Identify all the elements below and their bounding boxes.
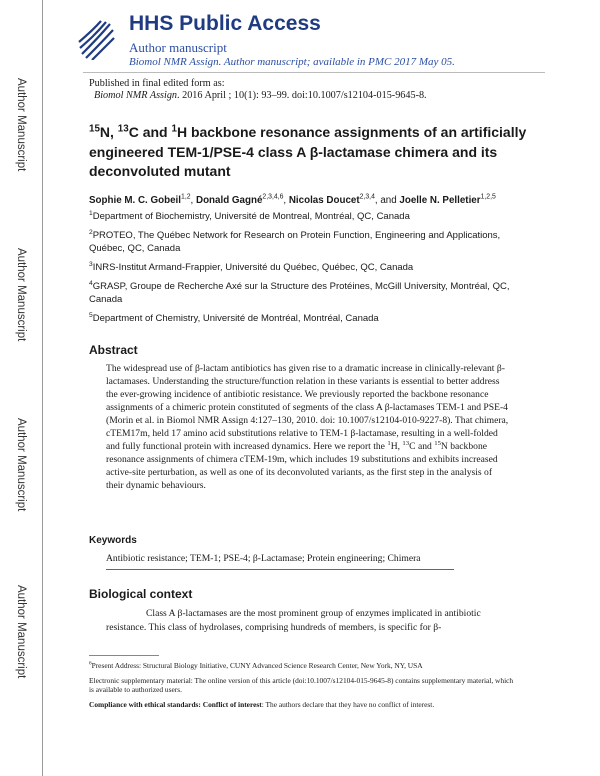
footnote-ethics — [89, 700, 519, 710]
affiliation-item — [89, 210, 529, 223]
affiliation-text: GRASP, Groupe de Recherche Axé sur la Structure des Protéines, McGill University, Montréal, QC, Canada — [89, 281, 510, 305]
affiliation-number: 1 — [89, 209, 93, 217]
footnote-number: 6 — [89, 660, 92, 667]
abstract-heading: Abstract — [89, 343, 138, 357]
affiliation-item — [89, 312, 529, 325]
affiliation-number: 3 — [89, 260, 93, 268]
biological-context-text: Class A β-lactamases are the most prominent group of enzymes implicated in antibiotic resistance. This class of hydrolases, comprising hundreds of members, is specific for β- — [106, 608, 481, 633]
affiliation-text: Department of Chemistry, Université de Montréal, Montréal, Canada — [92, 313, 379, 324]
sidebar-divider — [42, 0, 43, 776]
ethics-label: Compliance with ethical standards: Conflict of interest — [89, 699, 262, 709]
author-name: Sophie M. C. Gobeil — [89, 195, 181, 206]
sidebar-label: Author Manuscript — [15, 78, 27, 172]
header-divider — [83, 72, 545, 73]
sidebar-label: Author Manuscript — [15, 418, 27, 512]
isotope-sup: 15 — [89, 123, 100, 135]
author-manuscript-label: Author manuscript — [129, 40, 227, 55]
affiliation-list — [89, 210, 529, 331]
author-manuscript-sidebar — [0, 0, 46, 776]
keywords-heading: Keywords — [89, 535, 137, 546]
footnote-present-address — [89, 661, 519, 671]
author-affiliation-sup[interactable]: 1,2,5 — [480, 193, 496, 201]
isotope-sup: 15 — [434, 439, 441, 447]
author-name: Donald Gagné — [196, 195, 263, 206]
author-name: Nicolas Doucet — [288, 195, 360, 206]
sidebar-label: Author Manuscript — [15, 248, 27, 342]
abstract-text: The widespread use of β-lactam antibiotics has given rise to a dramatic increase in clinically-relevant β-lactamases. Understanding the structure/function relation in these variants is essential to better address the ever-growing incidence of antibiotic resistance. We previously reported the backbone resonance assignments of a chimeric protein constituted of segments of the class A β-lactamases TEM-1 and PSE-4 (Morin et al. in Biomol NMR Assign 4:127–130, 2010. doi: 10.1007/s12104-010-9227-8). That chimera, cTEM17m, held 17 amino acid substitutions relative to TEM-1 β-lactamase, resulting in a well-folded and fully functional protein with increased dynamics. Here we report the — [106, 363, 509, 452]
abstract-text: H, — [390, 441, 403, 452]
biological-context-heading: Biological context — [89, 587, 193, 601]
affiliation-number: 2 — [89, 228, 93, 236]
affiliation-item — [89, 280, 529, 306]
keywords-divider — [106, 569, 454, 570]
affiliation-text: INRS-Institut Armand-Frappier, Université du Québec, Québec, QC, Canada — [92, 262, 414, 273]
article-title — [89, 123, 559, 182]
isotope-sup: 1 — [171, 123, 177, 135]
author-affiliation-sup[interactable]: 2,3,4 — [359, 193, 375, 201]
hhs-eagle-logo-icon — [76, 16, 116, 60]
author-affiliation-sup[interactable]: 2,3,4,6 — [262, 193, 284, 201]
isotope-sup: 13 — [402, 439, 410, 447]
title-part: H backbone resonance assignments of an artificially engineered TEM-1/PSE-4 class A β-lactamase chimera and its deconvoluted mutant — [89, 124, 527, 179]
footnote-supplementary: Electronic supplementary material: The online version of this article (doi:10.1007/s12104-015-9645-8) contains supplementary material, which is available to authorized users. — [89, 675, 514, 694]
abstract-body — [106, 362, 511, 492]
affiliation-item — [89, 229, 529, 255]
ethics-text: : The authors declare that they have no conflict of interest. — [261, 699, 435, 709]
abstract-text: C and — [409, 441, 435, 452]
keywords-text: Antibiotic resistance; TEM-1; PSE-4; β-Lactamase; Protein engineering; Chimera — [106, 553, 421, 564]
affiliation-item — [89, 261, 529, 274]
title-part: N, — [99, 124, 118, 140]
affiliation-number: 5 — [89, 311, 93, 319]
isotope-sup: 1 — [387, 439, 391, 447]
abstract-text: N backbone resonance assignments of chimera cTEM-19m, which includes 19 substitutions and exhibits increased active-site perturbation, as well as one of its deconvoluted variants, as the first step in the analysis of their dynamic behaviours. — [106, 441, 498, 491]
footnote-text: Present Address: Structural Biology Initiative, CUNY Advanced Science Research Center, New York, NY, USA — [91, 661, 423, 670]
title-part: C and — [128, 124, 172, 140]
author-separator: , — [190, 195, 196, 206]
isotope-sup: 13 — [117, 123, 129, 135]
publication-details: . 2016 April ; 10(1): 93–99. doi:10.1007/s12104-015-9645-8. — [177, 90, 427, 101]
sidebar-label: Author Manuscript — [15, 585, 27, 679]
availability-citation[interactable]: Biomol NMR Assign. Author manuscript; available in PMC 2017 May 05. — [129, 56, 455, 68]
affiliation-text: Department of Biochemistry, Université de Montreal, Montréal, QC, Canada — [92, 211, 410, 222]
author-affiliation-sup[interactable]: 1,2 — [181, 193, 191, 201]
author-separator: , — [283, 195, 289, 206]
footnote-divider — [89, 655, 159, 656]
journal-name: Biomol NMR Assign — [94, 90, 178, 101]
author-list — [89, 195, 559, 206]
footnotes — [89, 661, 519, 714]
author-separator: , and — [374, 195, 400, 206]
published-label: Published in final edited form as: — [89, 78, 225, 89]
affiliation-text: PROTEO, The Québec Network for Research on Protein Function, Engineering and Applications, Québec, QC, Canada — [89, 230, 501, 254]
hhs-public-access-title: HHS Public Access — [129, 12, 321, 35]
author-name: Joelle N. Pelletier — [399, 195, 481, 206]
affiliation-number: 4 — [89, 279, 93, 287]
publication-citation — [94, 90, 427, 101]
